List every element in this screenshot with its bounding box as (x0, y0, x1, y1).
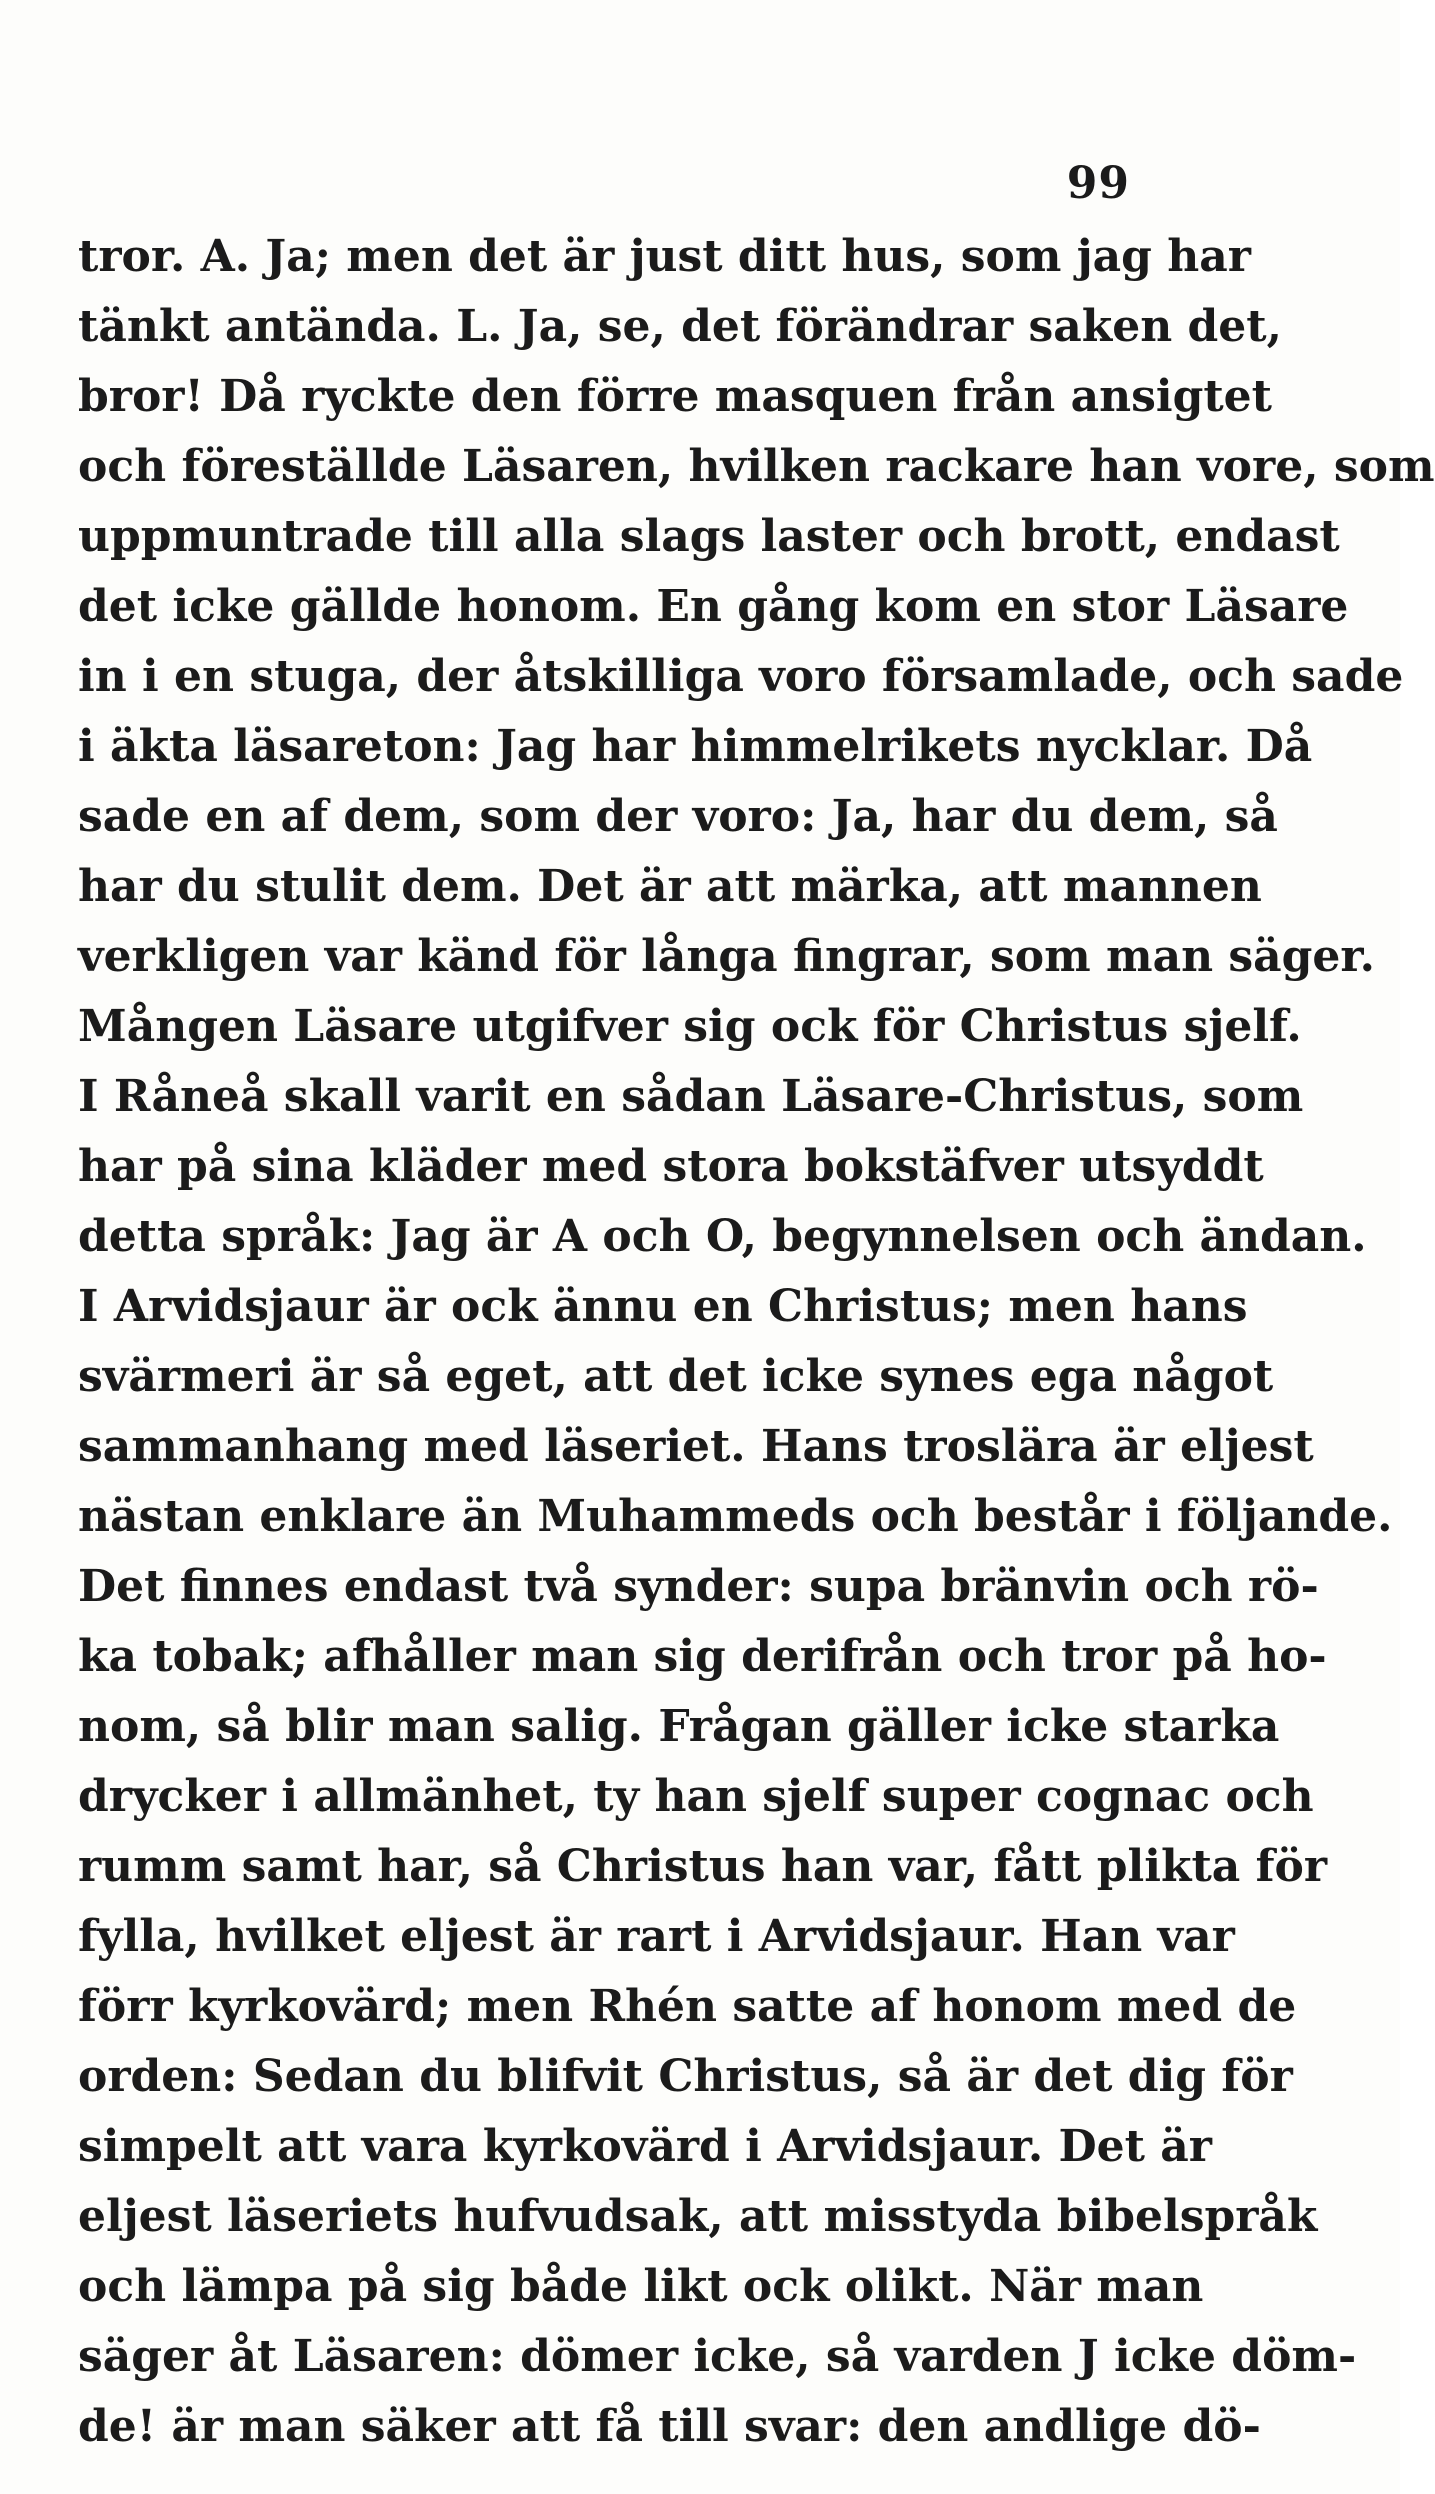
text-line: I Arvidsjaur är ock ännu en Christus; men hans (78, 1281, 1248, 1332)
text-line: in i en stuga, der åtskilliga voro församlade, och sade (78, 651, 1404, 702)
text-line: och lämpa på sig både likt ock olikt. När man (78, 2261, 1204, 2312)
text-line: sade en af dem, som der voro: Ja, har du dem, så (78, 791, 1278, 842)
text-line: tror. A. Ja; men det är just ditt hus, som jag har (78, 231, 1251, 282)
text-line: ka tobak; afhåller man sig derifrån och tror på ho- (78, 1631, 1327, 1682)
page-number: 99 (1066, 158, 1130, 209)
text-line: förr kyrkovärd; men Rhén satte af honom med de (78, 1981, 1297, 2032)
text-line: det icke gällde honom. En gång kom en stor Läsare (78, 581, 1349, 632)
text-line: tänkt antända. L. Ja, se, det förändrar saken det, (78, 301, 1282, 352)
text-line: nästan enklare än Muhammeds och består i följande. (78, 1491, 1393, 1542)
text-line: svärmeri är så eget, att det icke synes ega något (78, 1351, 1274, 1402)
text-line: uppmuntrade till alla slags laster och brott, endast (78, 511, 1340, 562)
text-line: säger åt Läsaren: dömer icke, så varden J icke döm- (78, 2331, 1357, 2382)
text-line: drycker i allmänhet, ty han sjelf super cognac och (78, 1771, 1314, 1822)
text-line: har på sina kläder med stora bokstäfver utsyddt (78, 1141, 1264, 1192)
text-line: fylla, hvilket eljest är rart i Arvidsjaur. Han var (78, 1911, 1235, 1962)
body-text (78, 222, 1435, 2462)
text-line: verkligen var känd för långa fingrar, som man säger. (78, 931, 1375, 982)
text-line: bror! Då ryckte den förre masquen från ansigtet (78, 371, 1272, 422)
text-line: orden: Sedan du blifvit Christus, så är det dig för (78, 2051, 1293, 2102)
text-line: detta språk: Jag är A och O, begynnelsen och ändan. (78, 1211, 1367, 1262)
text-line: har du stulit dem. Det är att märka, att mannen (78, 861, 1262, 912)
text-line: i äkta läsareton: Jag har himmelrikets nycklar. Då (78, 721, 1313, 772)
text-line: rumm samt har, så Christus han var, fått plikta för (78, 1841, 1328, 1892)
text-line: eljest läseriets hufvudsak, att misstyda bibelspråk (78, 2191, 1318, 2242)
text-line: nom, så blir man salig. Frågan gäller icke starka (78, 1701, 1280, 1752)
text-line: I Råneå skall varit en sådan Läsare-Christus, som (78, 1071, 1304, 1122)
text-line: och föreställde Läsaren, hvilken rackare han vore, som (78, 441, 1435, 492)
text-line: Det finnes endast två synder: supa bränvin och rö- (78, 1561, 1319, 1612)
text-line: de! är man säker att få till svar: den andlige dö- (78, 2401, 1261, 2452)
text-line: Mången Läsare utgifver sig ock för Christus sjelf. (78, 1001, 1302, 1052)
text-line: simpelt att vara kyrkovärd i Arvidsjaur. Det är (78, 2121, 1212, 2172)
text-line: sammanhang med läseriet. Hans troslära är eljest (78, 1421, 1314, 1472)
